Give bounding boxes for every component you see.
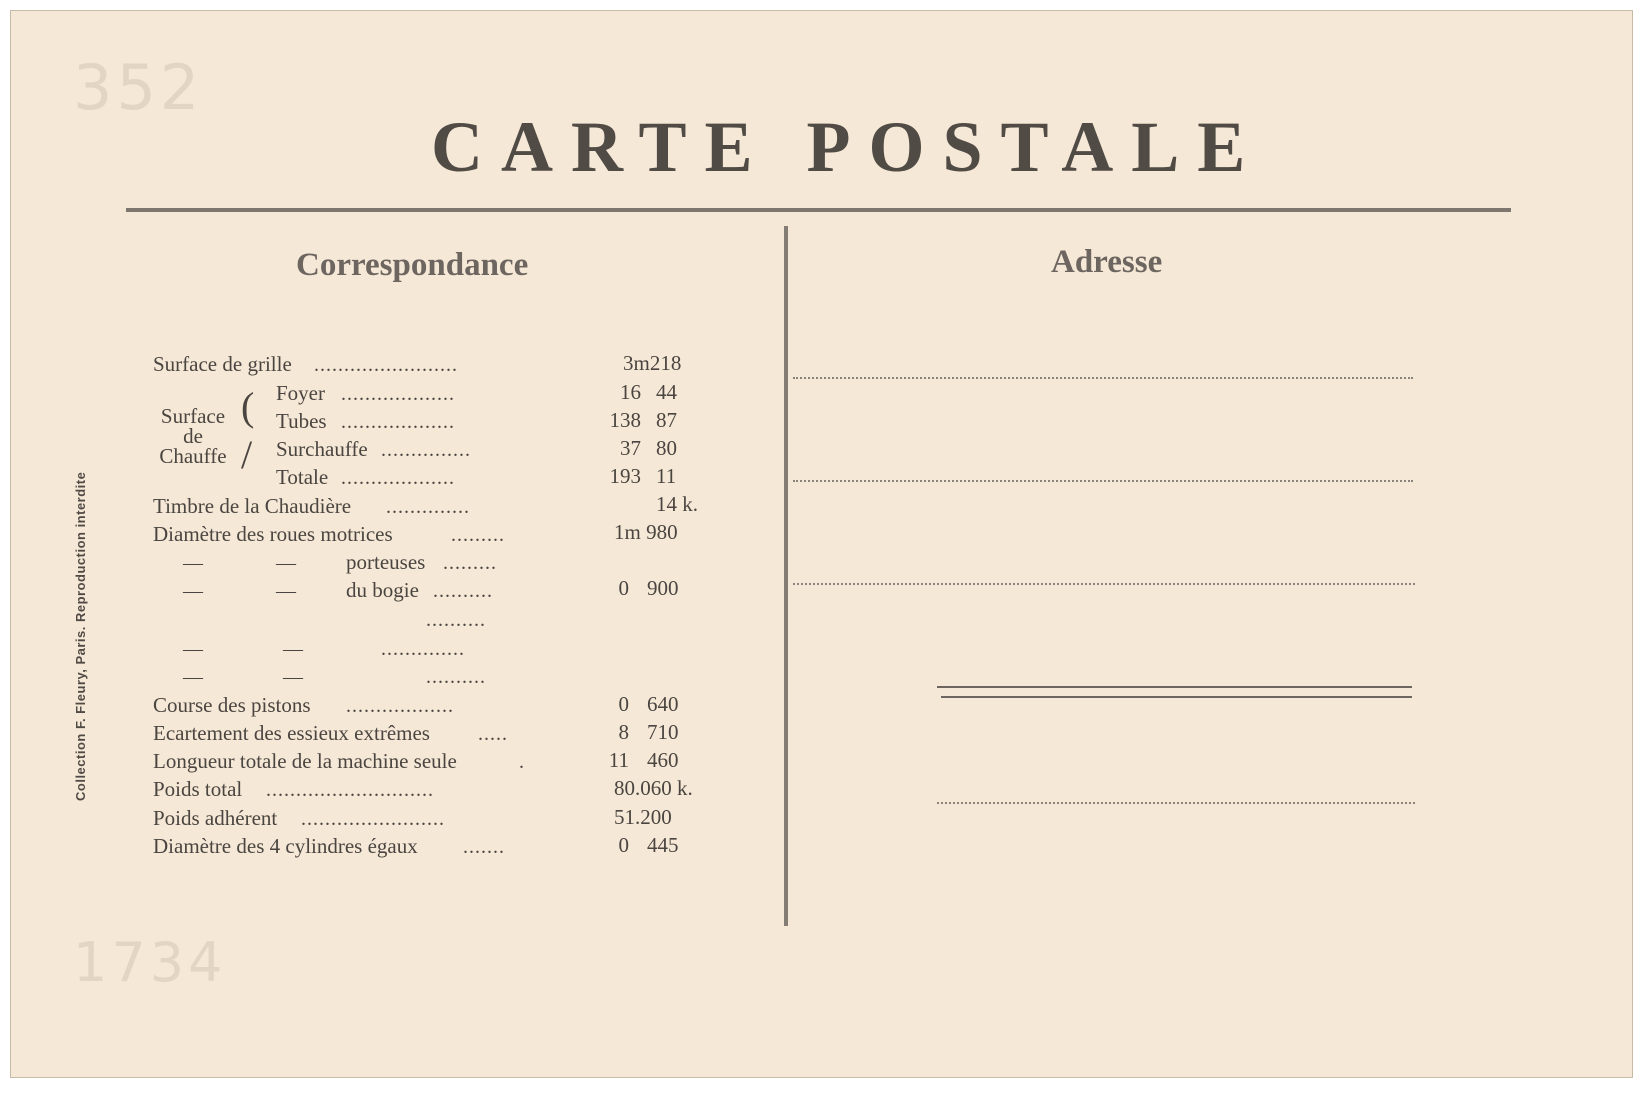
spec-totale-label: Totale	[276, 465, 329, 489]
adresse-heading: Adresse	[1051, 244, 1163, 280]
blank-row-dots: ..............	[381, 638, 465, 660]
address-line-4-underline	[941, 696, 1412, 698]
pencil-number-top: 352	[73, 51, 204, 124]
leader-dots: ..........	[433, 580, 493, 602]
spec-surchauffe-label: Surchauffe	[276, 437, 368, 461]
spec-chauffe-group: Surface de Chauffe	[159, 404, 227, 468]
spec-course-v1: 0	[618, 692, 629, 716]
ditto-dash: —	[183, 552, 203, 574]
address-line-5	[937, 802, 1415, 804]
spec-cylindres-label: Diamètre des 4 cylindres égaux	[153, 834, 418, 858]
spec-roues-value: 1m 980	[614, 520, 678, 544]
leader-dots: ............................	[266, 779, 434, 801]
leader-dots: ...................	[341, 467, 455, 489]
spec-longueur-v1: 11	[608, 748, 629, 772]
leader-dots: .	[519, 751, 525, 773]
spec-bogie-label: du bogie	[346, 578, 419, 602]
spec-tubes-v2: 87	[656, 408, 677, 432]
spec-foyer-label: Foyer	[276, 381, 325, 405]
spec-totale-v2: 11	[656, 464, 677, 488]
address-line-4	[937, 686, 1412, 688]
leader-dots: .......	[463, 836, 505, 858]
leader-dots: ..................	[346, 695, 454, 717]
spec-roues-label: Diamètre des roues motrices	[153, 522, 393, 546]
spec-foyer-v1: 16	[620, 380, 641, 404]
leader-dots: ..............	[386, 496, 470, 518]
leader-dots: ...............	[381, 439, 471, 461]
spec-porteuses-label: porteuses	[346, 550, 426, 574]
brace-upper: (	[241, 384, 255, 429]
spec-cylindres-v2: 445	[647, 833, 679, 857]
spec-timbre-value: 14 k.	[656, 492, 698, 516]
leader-dots: ...................	[341, 383, 455, 405]
ditto-dash: —	[276, 580, 296, 602]
spec-ecartement-v2: 710	[647, 720, 679, 744]
leader-dots: ........................	[314, 354, 458, 376]
spec-surchauffe-v1: 37	[620, 436, 641, 460]
center-divider	[784, 226, 788, 926]
leader-dots: ........................	[301, 808, 445, 830]
spec-grille-label: Surface de grille	[153, 352, 292, 376]
spec-totale-v1: 193	[609, 464, 641, 488]
ditto-dash: —	[283, 638, 303, 660]
leader-dots: .........	[443, 552, 497, 574]
spec-ecartement-label: Ecartement des essieux extrêmes	[153, 721, 430, 745]
leader-dots: ...................	[341, 411, 455, 433]
spec-bogie-v2: 900	[647, 576, 679, 600]
ditto-dash: —	[183, 666, 203, 688]
spec-cylindres-v1: 0	[618, 833, 629, 857]
spec-poids-total-label: Poids total	[153, 777, 243, 801]
ditto-dash: —	[183, 638, 203, 660]
spec-bogie-v1: 0	[618, 576, 629, 600]
spec-foyer-v2: 44	[656, 380, 677, 404]
ditto-dash: —	[183, 580, 203, 602]
spec-tubes-label: Tubes	[276, 409, 327, 433]
spec-tubes-v1: 138	[609, 408, 641, 432]
leader-dots: .........	[451, 524, 505, 546]
ditto-dash: —	[276, 552, 296, 574]
postcard	[10, 10, 1633, 1078]
spec-timbre-label: Timbre de la Chaudière	[153, 494, 352, 518]
address-line-1	[793, 377, 1413, 379]
address-line-2	[793, 480, 1413, 482]
pencil-number-bottom: 1734	[73, 931, 227, 994]
spec-longueur-label: Longueur totale de la machine seule	[153, 749, 457, 773]
blank-row-dots: ..........	[426, 609, 486, 631]
spec-course-v2: 640	[647, 692, 679, 716]
address-line-3	[793, 583, 1415, 585]
card-title: CARTE POSTALE	[431, 107, 1264, 187]
spec-poids-total-value: 80.060 k.	[614, 776, 693, 800]
correspondance-heading: Correspondance	[296, 247, 529, 283]
spec-poids-adherent-label: Poids adhérent	[153, 806, 278, 830]
spec-poids-adherent-value: 51.200	[614, 805, 672, 829]
blank-row-dots: ..........	[426, 666, 486, 688]
publisher-credit: Collection F. Fleury, Paris. Reproduction interdite	[73, 471, 88, 801]
brace-lower: /	[241, 432, 253, 477]
spec-course-label: Course des pistons	[153, 693, 311, 717]
spec-surchauffe-v2: 80	[656, 436, 677, 460]
spec-longueur-v2: 460	[647, 748, 679, 772]
title-divider	[126, 208, 1511, 212]
spec-grille-value: 3m218	[623, 351, 682, 375]
ditto-dash: —	[283, 666, 303, 688]
spec-ecartement-v1: 8	[618, 720, 629, 744]
leader-dots: .....	[478, 723, 508, 745]
